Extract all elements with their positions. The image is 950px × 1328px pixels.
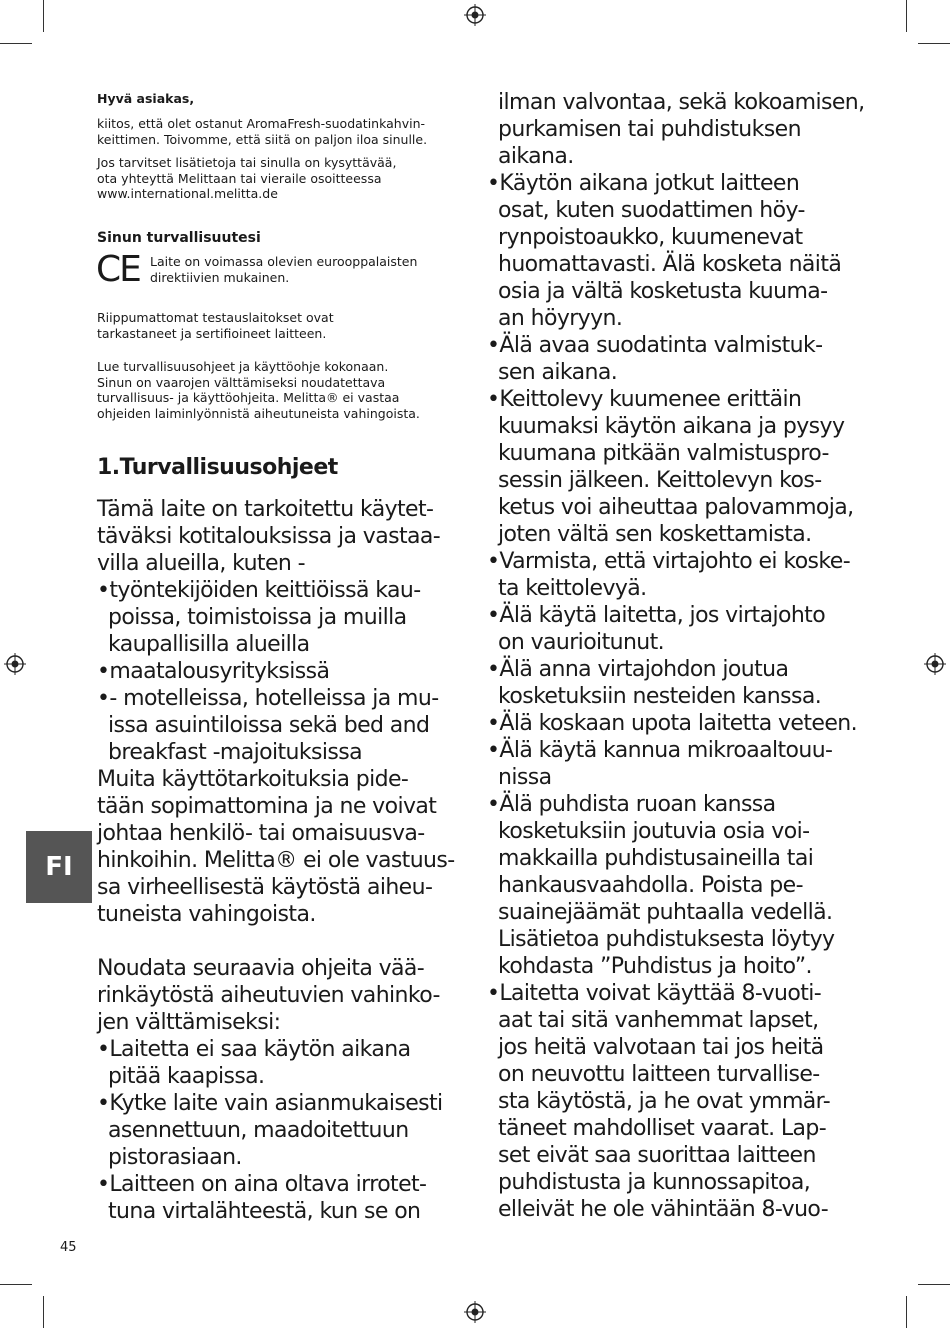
text-line: johtaa henkilö- tai omaisuusva- bbox=[97, 821, 425, 846]
text-line: keittimen. Toivomme, että siitä on paljon iloa sinulle. bbox=[97, 131, 428, 147]
registration-mark-icon bbox=[924, 653, 946, 675]
text-line: Laite on voimassa olevien eurooppalaisten bbox=[150, 254, 418, 269]
text-line: •Älä koskaan upota laitetta veteen. bbox=[487, 711, 857, 736]
text-line: osia ja vältä kosketusta kuuma- bbox=[498, 279, 828, 304]
left-column bbox=[97, 496, 467, 1225]
section-title: 1.Turvallisuusohjeet bbox=[97, 455, 338, 480]
text-line: kosketuksiin joutuvia osia voi- bbox=[498, 819, 810, 844]
text-line: elleivät he ole vähintään 8-vuo- bbox=[498, 1197, 829, 1222]
crop-mark bbox=[918, 1284, 950, 1285]
text-line: kaupallisilla alueilla bbox=[108, 632, 310, 657]
crop-mark bbox=[43, 0, 44, 32]
ce-text bbox=[150, 254, 417, 285]
text-line: jen välttämiseksi: bbox=[97, 1010, 281, 1035]
greeting: Hyvä asiakas, bbox=[97, 91, 195, 106]
text-line: purkamisen tai puhdistuksen bbox=[498, 117, 801, 142]
text-line: kuumana pitkään valmistuspro- bbox=[498, 441, 829, 466]
intro-paragraph bbox=[97, 116, 427, 147]
text-line: ketus voi aiheuttaa palovammoja, bbox=[498, 495, 854, 520]
text-line: •työntekijöiden keittiöissä kau- bbox=[97, 578, 421, 603]
text-line: •Älä anna virtajohdon joutua bbox=[487, 657, 789, 682]
text-line: •Keittolevy kuumenee erittäin bbox=[487, 387, 802, 412]
testing-text bbox=[97, 310, 334, 341]
text-line: ota yhteyttä Melittaan tai vieraile osoitteessa bbox=[97, 170, 382, 186]
text-line: puhdistusta ja kunnossapitoa, bbox=[498, 1170, 811, 1195]
text-line: turvallisuus- ja käyttöohjeita. Melitta® ei vastaa bbox=[97, 390, 400, 405]
contact-paragraph bbox=[97, 155, 396, 202]
ce-mark-icon: CE bbox=[96, 249, 140, 290]
text-line: •Älä käytä laitetta, jos virtajohto bbox=[487, 603, 826, 628]
crop-mark bbox=[0, 1284, 32, 1285]
text-line: sen aikana. bbox=[498, 360, 618, 385]
text-line: hankausvaahdolla. Poista pe- bbox=[498, 873, 803, 898]
text-line: pitää kaapissa. bbox=[108, 1064, 265, 1089]
text-line: tuneista vahingoista. bbox=[97, 902, 316, 927]
text-line: jos heitä valvotaan tai jos heitä bbox=[498, 1035, 824, 1060]
crop-mark bbox=[43, 1296, 44, 1328]
text-line: Riippumattomat testauslaitokset ovat bbox=[97, 310, 334, 325]
text-line: täneet mahdolliset vaarat. Lap- bbox=[498, 1116, 827, 1141]
text-line: on neuvottu laitteen turvallise- bbox=[498, 1062, 820, 1087]
text-line: aat tai sitä vanhemmat lapset, bbox=[498, 1008, 819, 1033]
text-line: •Kytke laite vain asianmukaisesti bbox=[97, 1091, 443, 1116]
text-line: •Älä avaa suodatinta valmistuk- bbox=[487, 333, 823, 358]
text-line: asennettuun, maadoitettuun bbox=[108, 1118, 409, 1143]
text-line: •maatalousyrityksissä bbox=[97, 659, 330, 684]
text-line: Noudata seuraavia ohjeita vää- bbox=[97, 956, 425, 981]
registration-mark-icon bbox=[464, 1301, 486, 1323]
text-line: kuumaksi käytön aikana ja pysyy bbox=[498, 414, 845, 439]
registration-mark-icon bbox=[464, 4, 486, 26]
text-line: sessin jälkeen. Keittolevyn kos- bbox=[498, 468, 822, 493]
text-line: on vaurioitunut. bbox=[498, 630, 665, 655]
text-line: kosketuksiin nesteiden kanssa. bbox=[498, 684, 822, 709]
text-line: suainejäämät puhtaalla vedellä. bbox=[498, 900, 833, 925]
text-line: tuna virtalähteestä, kun se on bbox=[108, 1199, 421, 1224]
right-column bbox=[487, 89, 867, 1223]
text-line: direktiivien mukainen. bbox=[150, 269, 290, 285]
text-line: täväksi kotitalouksissa ja vastaa- bbox=[97, 524, 441, 549]
text-line: Jos tarvitset lisätietoja tai sinulla on kysyttävää, bbox=[97, 155, 397, 170]
registration-mark-icon bbox=[4, 653, 26, 675]
crop-mark bbox=[918, 43, 950, 44]
text-line: •Varmista, että virtajohto ei koske- bbox=[487, 549, 851, 574]
text-line: joten vältä sen koskettamista. bbox=[498, 522, 812, 547]
text-line: Tämä laite on tarkoitettu käytet- bbox=[97, 497, 434, 522]
text-line: •Laitetta ei saa käytön aikana bbox=[97, 1037, 411, 1062]
text-line: rynpoistoaukko, kuumenevat bbox=[498, 225, 803, 250]
text-line: Muita käyttötarkoituksia pide- bbox=[97, 767, 409, 792]
text-line: •- motelleissa, hotelleissa ja mu- bbox=[97, 686, 439, 711]
crop-mark bbox=[0, 43, 32, 44]
text-line: villa alueilla, kuten - bbox=[97, 551, 305, 576]
text-line: poissa, toimistoissa ja muilla bbox=[108, 605, 407, 630]
text-line: ilman valvontaa, sekä kokoamisen, bbox=[498, 90, 865, 115]
text-line: ta keittolevyä. bbox=[498, 576, 647, 601]
text-line: issa asuintiloissa sekä bed and bbox=[108, 713, 430, 738]
text-line bbox=[97, 928, 467, 955]
text-line: Sinun on vaarojen välttämiseksi noudatettava bbox=[97, 374, 386, 390]
text-line: huomattavasti. Älä kosketa näitä bbox=[498, 252, 842, 277]
language-tab: FI bbox=[26, 831, 92, 903]
text-line: kiitos, että olet ostanut AromaFresh-suodatinkahvin- bbox=[97, 116, 426, 131]
text-line: ohjeiden laiminlyönnistä aiheutuneista vahingoista. bbox=[97, 405, 420, 421]
text-line: set eivät saa suorittaa laitteen bbox=[498, 1143, 816, 1168]
safety-heading: Sinun turvallisuutesi bbox=[97, 230, 261, 246]
text-line: •Käytön aikana jotkut laitteen bbox=[487, 171, 800, 196]
text-line: makkailla puhdistusaineilla tai bbox=[498, 846, 814, 871]
text-line: kohdasta ”Puhdistus ja hoito”. bbox=[498, 954, 812, 979]
text-line: osat, kuten suodattimen höy- bbox=[498, 198, 805, 223]
text-line: aikana. bbox=[498, 144, 574, 169]
text-line: Lisätietoa puhdistuksesta löytyy bbox=[498, 927, 835, 952]
text-line: pistorasiaan. bbox=[108, 1145, 242, 1170]
text-line: tään sopimattomina ja ne voivat bbox=[97, 794, 437, 819]
website-link[interactable]: www.international.melitta.de bbox=[97, 186, 278, 201]
crop-mark bbox=[906, 0, 907, 32]
text-line: •Älä käytä kannua mikroaaltouu- bbox=[487, 738, 833, 763]
text-line: sta käytöstä, ja he ovat ymmär- bbox=[498, 1089, 831, 1114]
read-instructions-text bbox=[97, 359, 420, 421]
text-line: rinkäytöstä aiheutuvien vahinko- bbox=[97, 983, 440, 1008]
text-line: tarkastaneet ja sertifioineet laitteen. bbox=[97, 325, 327, 341]
text-line: •Laitteen on aina oltava irrotet- bbox=[97, 1172, 427, 1197]
text-line: nissa bbox=[498, 765, 552, 790]
text-line: breakfast -majoituksissa bbox=[108, 740, 363, 765]
page-number: 45 bbox=[60, 1240, 77, 1255]
text-line: an höyryyn. bbox=[498, 306, 623, 331]
text-line: •Älä puhdista ruoan kanssa bbox=[487, 792, 776, 817]
text-line: Lue turvallisuusohjeet ja käyttöohje kokonaan. bbox=[97, 359, 389, 374]
text-line: •Laitetta voivat käyttää 8-vuoti- bbox=[487, 981, 822, 1006]
text-line: sa virheellisestä käytöstä aiheu- bbox=[97, 875, 433, 900]
crop-mark bbox=[906, 1296, 907, 1328]
text-line: hinkoihin. Melitta® ei ole vastuus- bbox=[97, 848, 455, 873]
